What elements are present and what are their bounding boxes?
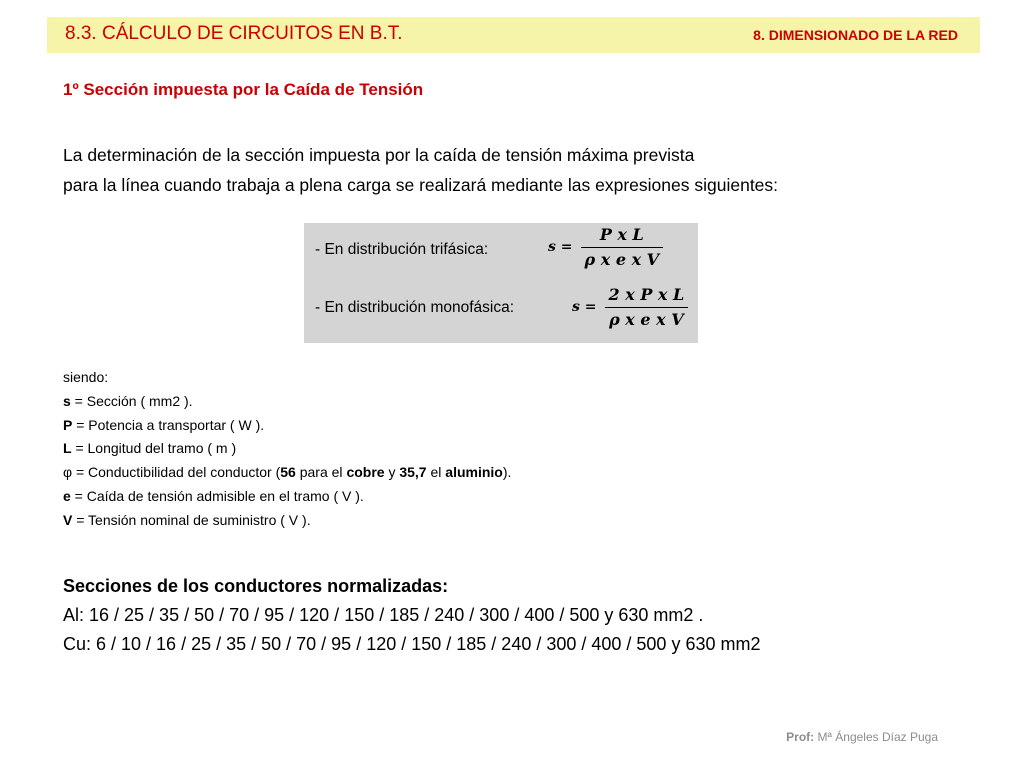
formula-lhs: s = <box>548 239 573 255</box>
formula-numerator: P x L <box>599 225 644 244</box>
legend-value-aluminium: 35,7 <box>399 464 427 481</box>
footer-name: Mª Ángeles Díaz Puga <box>814 730 938 744</box>
legend-text: el <box>426 464 446 481</box>
slide-title: 8.3. CÁLCULO DE CIRCUITOS EN B.T. <box>65 23 403 44</box>
formula-fraction <box>605 285 689 329</box>
legend-symbol: L <box>63 440 72 457</box>
legend-item-l <box>63 437 511 461</box>
legend-item-e <box>63 485 511 509</box>
legend-item-s <box>63 390 511 414</box>
legend-text: = Tensión nominal de suministro ( V ). <box>72 511 311 528</box>
legend-item-rho <box>63 461 511 485</box>
legend-symbol: φ <box>63 464 73 481</box>
sections-aluminium: Al: 16 / 25 / 35 / 50 / 70 / 95 / 120 / 150 / 185 / 240 / 300 / 400 / 500 y 630 mm2 . <box>63 605 704 625</box>
legend-symbol: s <box>63 392 71 409</box>
legend-text: y <box>384 464 400 481</box>
legend-material-copper: cobre <box>346 464 385 481</box>
formula-trifasica <box>548 225 663 269</box>
chapter-label: 8. DIMENSIONADO DE LA RED <box>753 27 958 43</box>
legend-text: para el <box>295 464 347 481</box>
footer-prefix: Prof: <box>786 730 815 744</box>
sections-heading: Secciones de los conductores normalizadas: <box>63 576 449 596</box>
section-title: 1º Sección impuesta por la Caída de Tensión <box>63 80 424 99</box>
variable-legend <box>63 366 511 533</box>
formula-lhs: s = <box>572 299 597 315</box>
formula-fraction <box>581 225 664 269</box>
legend-symbol: V <box>63 511 73 528</box>
formula-label-monofasica: - En distribución monofásica: <box>315 299 515 316</box>
formula-numerator: 2 x P x L <box>608 285 685 304</box>
legend-text: = Sección ( mm2 ). <box>70 392 193 409</box>
formula-denominator: ρ x e x V <box>581 247 664 269</box>
formula-denominator: ρ x e x V <box>605 307 688 329</box>
legend-text: = Caída de tensión admisible en el tramo ( V ). <box>70 487 364 504</box>
sections-copper: Cu: 6 / 10 / 16 / 25 / 35 / 50 / 70 / 95 / 120 / 150 / 185 / 240 / 300 / 400 / 500 y 630 mm2 <box>63 634 761 654</box>
formula-label-trifasica: - En distribución trifásica: <box>315 241 489 258</box>
formula-monofasica <box>572 285 688 329</box>
legend-intro: siendo: <box>63 369 109 385</box>
header-bar <box>47 17 980 53</box>
legend-material-aluminium: aluminio <box>445 464 503 481</box>
legend-text: ). <box>502 464 512 481</box>
standard-sections <box>63 572 760 659</box>
intro-line: para la línea cuando trabaja a plena carga se realizará mediante las expresiones siguientes: <box>63 175 779 195</box>
legend-symbol: e <box>63 487 71 504</box>
legend-text: = Conductibilidad del conductor ( <box>72 464 281 481</box>
legend-value-copper: 56 <box>280 464 296 481</box>
formula-box <box>304 223 698 343</box>
legend-item-p <box>63 414 511 438</box>
intro-line: La determinación de la sección impuesta por la caída de tensión máxima prevista <box>63 145 695 165</box>
intro-paragraph <box>63 140 943 200</box>
footer-author <box>786 730 938 744</box>
legend-text: = Potencia a transportar ( W ). <box>72 416 265 433</box>
legend-symbol: P <box>63 416 73 433</box>
legend-text: = Longitud del tramo ( m ) <box>71 440 237 457</box>
legend-item-v <box>63 509 511 533</box>
